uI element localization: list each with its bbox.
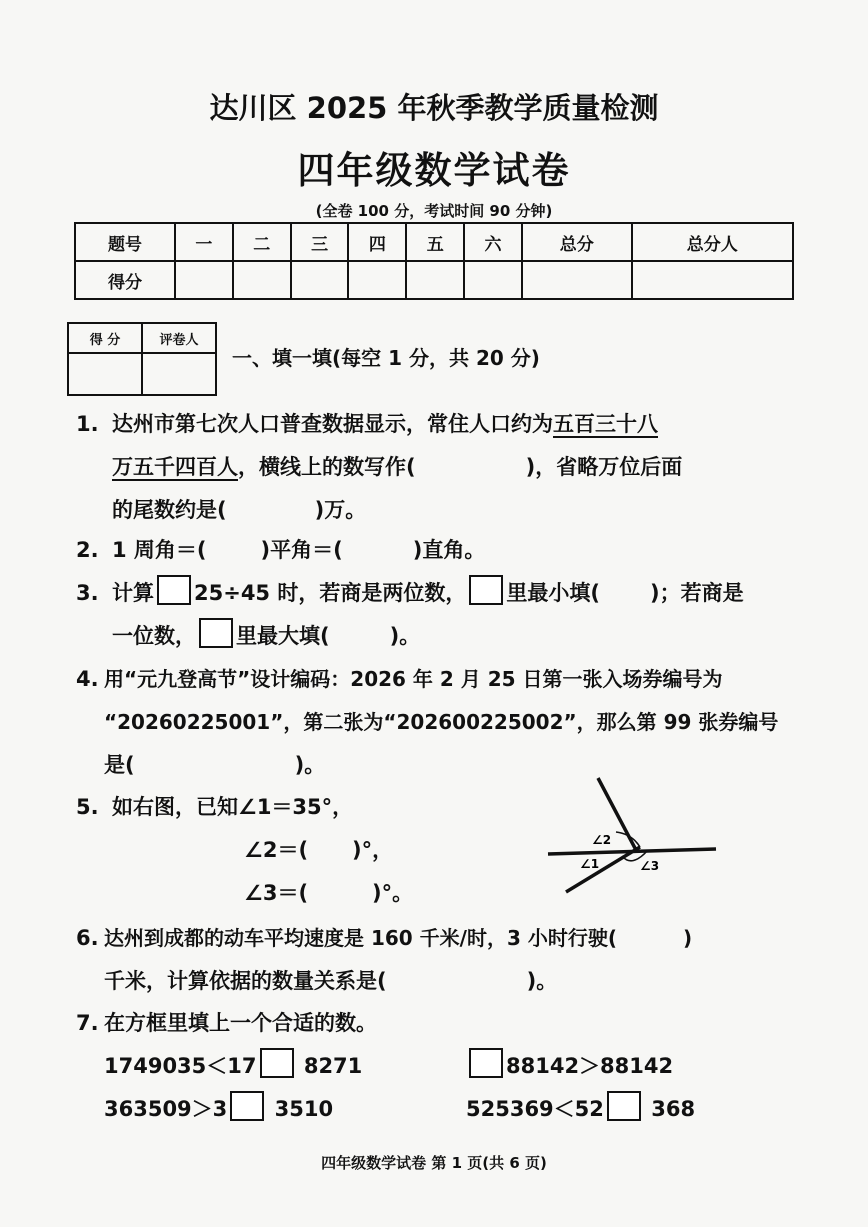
comparison-text: 88142＞88142 xyxy=(506,1054,674,1078)
question-text: ，横线上的数写作( xyxy=(238,455,416,479)
question-text: 达州市第七次人口普查数据显示，常住人口约为 xyxy=(112,412,553,436)
score-input-cell[interactable] xyxy=(632,261,793,299)
fill-box[interactable] xyxy=(230,1091,264,1121)
score-input-cell[interactable] xyxy=(406,261,464,299)
grader-name-header: 评卷人 xyxy=(142,323,216,353)
question-text: ∠2＝( xyxy=(244,838,309,862)
page-footer: 四年级数学试卷 第 1 页(共 6 页) xyxy=(321,1154,547,1172)
question-text: 计算 xyxy=(112,581,154,605)
fill-box[interactable] xyxy=(157,575,191,605)
score-cell: 总分人 xyxy=(632,223,793,261)
question-text: 达州到成都的动车平均速度是 160 千米/时，3 小时行驶( xyxy=(104,926,617,950)
exam-title: 四年级数学试卷 xyxy=(297,149,571,192)
score-cell: 五 xyxy=(406,223,464,261)
question-5-given: 如右图，已知∠1＝35°， xyxy=(112,795,354,819)
score-cell: 四 xyxy=(348,223,406,261)
grader-score-cell[interactable] xyxy=(68,353,142,395)
question-text: 1 周角＝( xyxy=(112,538,207,562)
question-text: 25÷45 时，若商是两位数， xyxy=(194,581,467,605)
question-text: )万。 xyxy=(314,498,367,522)
comparison-item-4 xyxy=(466,1088,695,1131)
question-1-line-3 xyxy=(112,489,366,532)
question-5-angle-2 xyxy=(244,829,393,872)
fill-box[interactable] xyxy=(260,1048,294,1078)
question-5-angle-3 xyxy=(244,872,413,915)
comparison-text: 368 xyxy=(651,1097,696,1121)
score-input-cell[interactable] xyxy=(348,261,406,299)
question-number: 3. xyxy=(76,581,99,605)
score-cell: 一 xyxy=(175,223,233,261)
comparison-text: 8271 xyxy=(303,1054,363,1078)
question-6-line-1 xyxy=(104,917,692,960)
question-text: )，省略万位后面 xyxy=(525,455,683,479)
fill-box[interactable] xyxy=(469,1048,503,1078)
question-text: 的尾数约是( xyxy=(112,498,227,522)
grader-name-cell[interactable] xyxy=(142,353,216,395)
question-text: 一位数， xyxy=(112,624,196,648)
score-row-label: 得分 xyxy=(75,261,175,299)
grader-table xyxy=(67,322,217,396)
question-6-line-2 xyxy=(104,960,557,1003)
question-number: 2. xyxy=(76,538,99,562)
question-text: )平角＝( xyxy=(260,538,343,562)
comparison-item-3 xyxy=(104,1088,333,1131)
underlined-number-text: 五百三十八 xyxy=(553,412,658,436)
score-table xyxy=(74,222,794,300)
question-3-line-2 xyxy=(112,615,420,658)
comparison-text: 363509＞3 xyxy=(104,1097,228,1121)
fill-box[interactable] xyxy=(469,575,503,605)
question-text: 千米，计算依据的数量关系是( xyxy=(104,969,387,993)
question-number: 7. xyxy=(76,1011,99,1035)
question-text: ∠3＝( xyxy=(244,881,309,905)
score-input-cell[interactable] xyxy=(233,261,291,299)
question-7-title: 在方框里填上一个合适的数。 xyxy=(104,1011,377,1035)
question-1-line-1 xyxy=(112,403,658,446)
comparison-item-1 xyxy=(104,1045,362,1088)
score-input-cell[interactable] xyxy=(522,261,632,299)
underlined-number-text: 万五千四百人 xyxy=(112,455,238,479)
question-4-line-3 xyxy=(104,744,325,787)
question-text: )；若商是 xyxy=(649,581,744,605)
score-cell: 二 xyxy=(233,223,291,261)
question-2-line xyxy=(112,529,485,572)
angle-label-1: ∠1 xyxy=(580,857,600,871)
score-input-cell[interactable] xyxy=(464,261,522,299)
section-title: 一、填一填(每空 1 分，共 20 分) xyxy=(232,346,540,370)
exam-header-line1: 达川区 2025 年秋季教学质量检测 xyxy=(209,91,659,125)
score-cell: 六 xyxy=(464,223,522,261)
score-table-score-row xyxy=(75,261,793,299)
score-cell: 三 xyxy=(291,223,349,261)
question-1-line-2 xyxy=(112,446,682,489)
question-text: )。 xyxy=(294,753,326,777)
comparison-text: 3510 xyxy=(274,1097,334,1121)
question-number: 6. xyxy=(76,926,99,950)
question-text: )。 xyxy=(389,624,421,648)
score-input-cell[interactable] xyxy=(175,261,233,299)
comparison-text: 525369＜52 xyxy=(466,1097,604,1121)
question-text: )°。 xyxy=(372,881,414,905)
question-text: 是( xyxy=(104,753,135,777)
question-text: 里最小填( xyxy=(506,581,600,605)
question-4-line-1: 用“元九登高节”设计编码：2026 年 2 月 25 日第一张入场券编号为 xyxy=(104,667,723,691)
question-text: 里最大填( xyxy=(236,624,330,648)
score-input-cell[interactable] xyxy=(291,261,349,299)
grader-score-header: 得 分 xyxy=(68,323,142,353)
question-text: )°， xyxy=(352,838,394,862)
comparison-text: 1749035＜17 xyxy=(104,1054,257,1078)
question-text: )。 xyxy=(526,969,558,993)
comparison-item-2 xyxy=(466,1045,673,1088)
fill-box[interactable] xyxy=(199,618,233,648)
fill-box[interactable] xyxy=(607,1091,641,1121)
angle-label-3: ∠3 xyxy=(640,859,660,873)
score-cell: 题号 xyxy=(75,223,175,261)
exam-note: (全卷 100 分，考试时间 90 分钟) xyxy=(315,202,553,220)
question-4-line-2: “20260225001”，第二张为“202600225002”，那么第 99 张券编号 xyxy=(104,710,779,734)
question-text: )直角。 xyxy=(412,538,486,562)
angle-label-2: ∠2 xyxy=(592,833,612,847)
question-3-line-1 xyxy=(112,572,744,615)
question-text: ) xyxy=(683,926,693,950)
angle-figure xyxy=(540,770,730,900)
question-number: 4. xyxy=(76,667,99,691)
question-number: 1. xyxy=(76,412,99,436)
score-cell: 总分 xyxy=(522,223,632,261)
score-table-header-row xyxy=(75,223,793,261)
question-number: 5. xyxy=(76,795,99,819)
